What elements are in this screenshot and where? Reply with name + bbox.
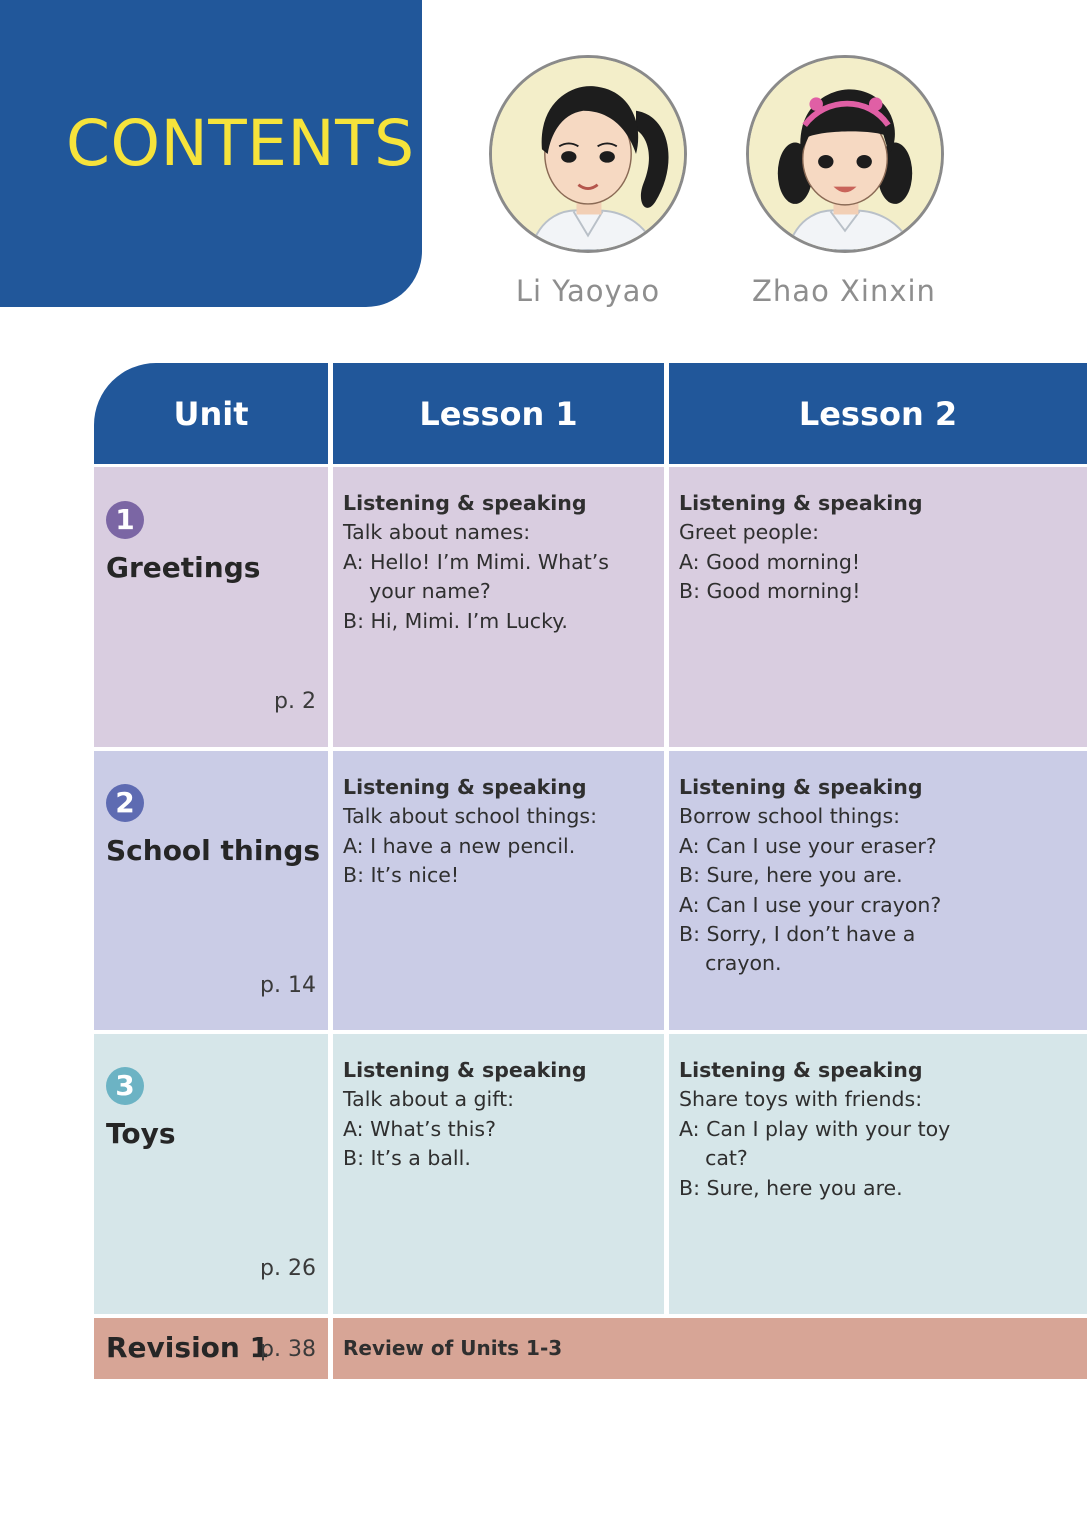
lesson-line: cat? (679, 1146, 748, 1171)
page-title: CONTENTS (66, 107, 415, 180)
lesson-line: B: Sorry, I don’t have a (679, 922, 916, 947)
lesson-title: Listening & speaking (343, 775, 587, 799)
unit-page: p. 14 (260, 973, 316, 998)
header-panel (0, 0, 422, 307)
lesson-line: Borrow school things: (679, 804, 901, 829)
lesson-line: B: It’s nice! (343, 863, 460, 888)
lesson-title: Listening & speaking (343, 491, 587, 515)
lesson-line: A: I have a new pencil. (343, 833, 576, 858)
lesson-title: Listening & speaking (679, 775, 923, 799)
lesson-line: Talk about school things: (343, 804, 597, 829)
unit-number-badge: 1 (106, 501, 144, 539)
revision-cell (94, 1318, 328, 1379)
revision-description: Review of Units 1-3 (343, 1336, 563, 1360)
unit-1-lesson-1 (333, 467, 664, 747)
lesson-line: crayon. (679, 951, 782, 976)
girl-ponytail-portrait-icon (489, 55, 687, 253)
lesson-line: Greet people: (679, 520, 820, 545)
lesson-line: Share toys with friends: (679, 1087, 923, 1112)
column-header-unit: Unit (94, 363, 328, 464)
unit-page: p. 2 (274, 689, 316, 714)
unit-name: Greetings (106, 551, 261, 584)
unit-cell-3 (94, 1034, 328, 1314)
lesson-line: B: Good morning! (679, 579, 861, 604)
unit-2-lesson-2 (669, 751, 1087, 1030)
column-header-lesson-1: Lesson 1 (333, 363, 664, 464)
character-name-li-yaoyao: Li Yaoyao (515, 274, 661, 308)
lesson-line: A: Good morning! (679, 549, 861, 574)
lesson-title: Listening & speaking (679, 491, 923, 515)
lesson-line: your name? (343, 579, 491, 604)
revision-page: p. 38 (260, 1337, 316, 1362)
lesson-line: A: Can I play with your toy (679, 1116, 951, 1141)
lesson-line: Talk about names: (343, 520, 531, 545)
unit-3-lesson-1 (333, 1034, 664, 1314)
lesson-line: B: Hi, Mimi. I’m Lucky. (343, 608, 568, 633)
unit-3-lesson-2 (669, 1034, 1087, 1314)
unit-name: Toys (106, 1117, 176, 1150)
unit-number-badge: 2 (106, 784, 144, 822)
character-name-zhao-xinxin: Zhao Xinxin (752, 274, 936, 308)
unit-cell-2 (94, 751, 328, 1030)
lesson-line: Talk about a gift: (343, 1087, 515, 1112)
lesson-title: Listening & speaking (343, 1058, 587, 1082)
unit-cell-1 (94, 467, 328, 747)
unit-1-lesson-2 (669, 467, 1087, 747)
lesson-line: A: What’s this? (343, 1116, 496, 1141)
unit-number-badge: 3 (106, 1067, 144, 1105)
column-header-lesson-2: Lesson 2 (669, 363, 1087, 464)
unit-2-lesson-1 (333, 751, 664, 1030)
girl-headband-portrait-icon (746, 55, 944, 253)
lesson-line: A: Hello! I’m Mimi. What’s (343, 549, 609, 574)
lesson-line: B: Sure, here you are. (679, 863, 903, 888)
revision-description-cell (333, 1318, 1087, 1379)
lesson-line: B: It’s a ball. (343, 1146, 471, 1171)
lesson-line: B: Sure, here you are. (679, 1175, 903, 1200)
lesson-title: Listening & speaking (679, 1058, 923, 1082)
unit-name: School things (106, 834, 321, 867)
lesson-line: A: Can I use your eraser? (679, 833, 937, 858)
revision-name: Revision 1 (106, 1331, 270, 1364)
lesson-line: A: Can I use your crayon? (679, 892, 942, 917)
unit-page: p. 26 (260, 1256, 316, 1281)
